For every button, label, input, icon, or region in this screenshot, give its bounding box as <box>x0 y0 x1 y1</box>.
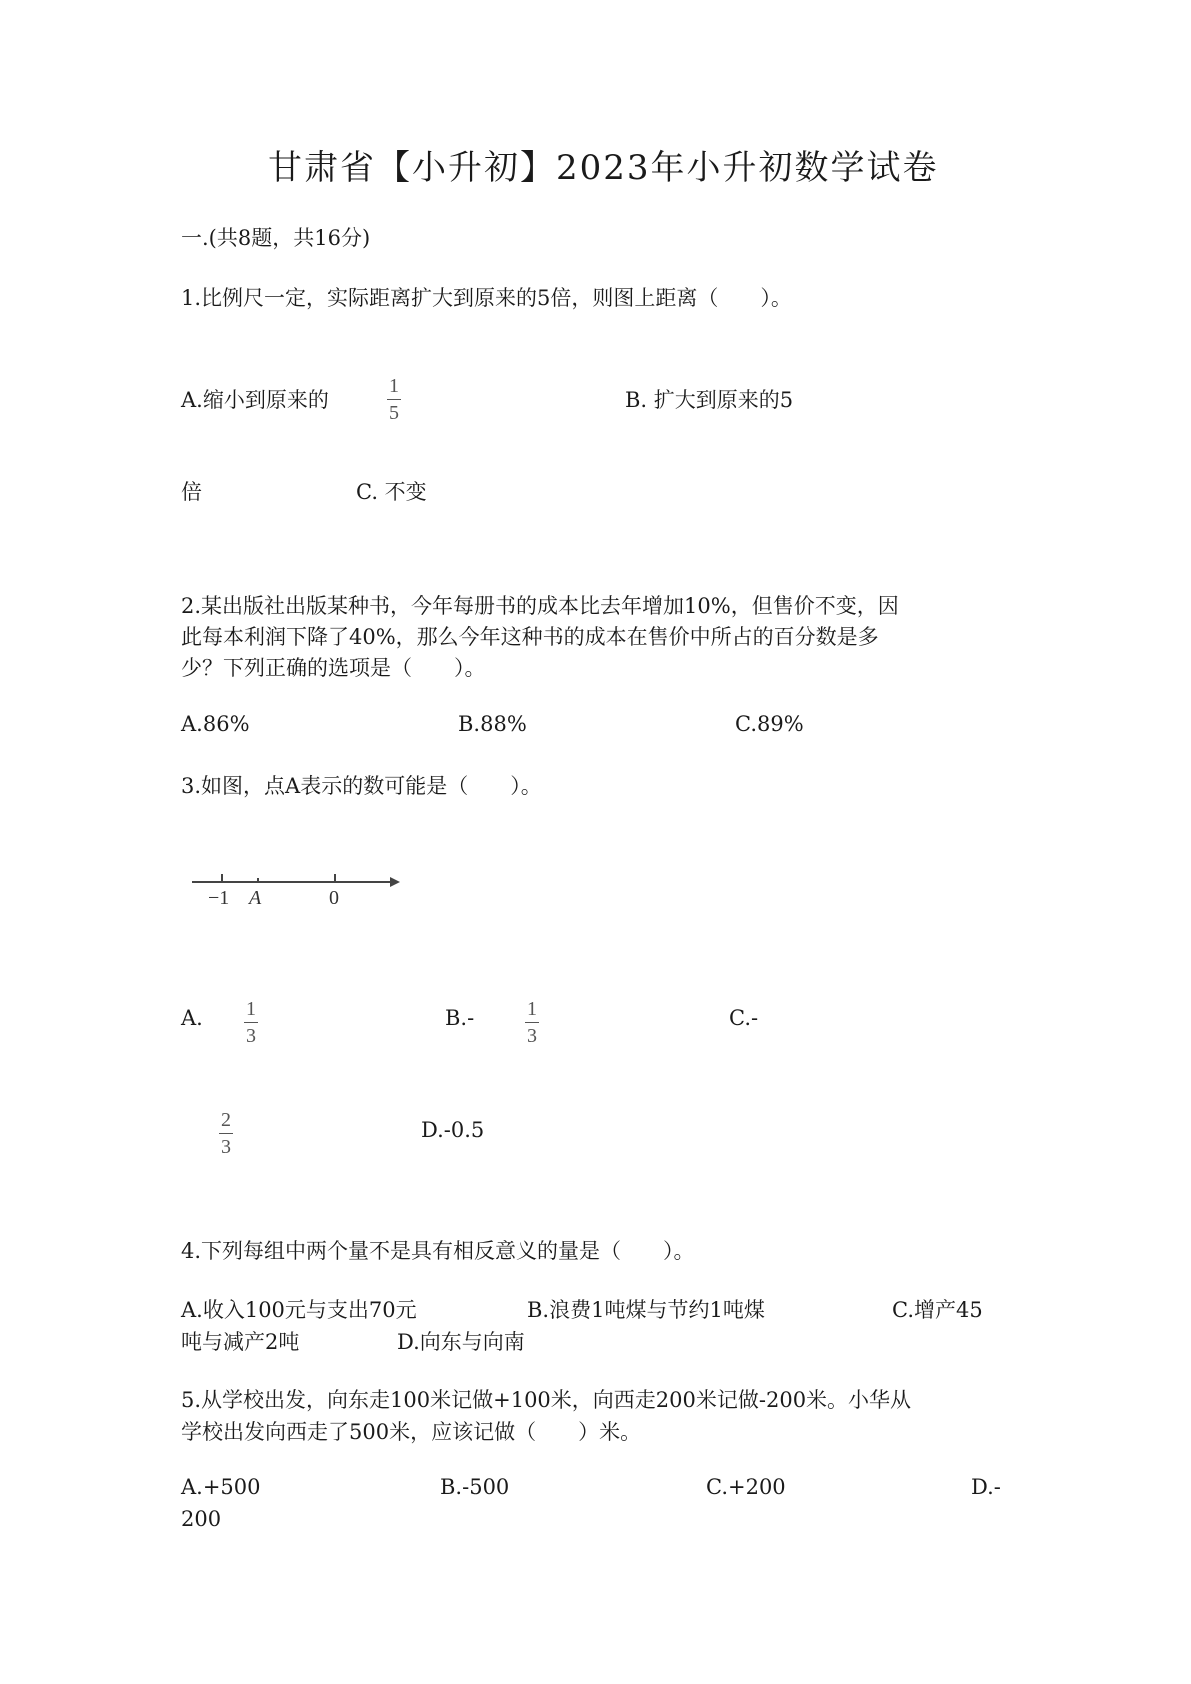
fraction-denominator: 3 <box>221 1136 231 1158</box>
q4-option-a[interactable]: A.收入100元与支出70元 <box>181 1298 417 1322</box>
q5-option-c[interactable]: C.+200 <box>706 1475 786 1499</box>
q5-option-a[interactable]: A.+500 <box>181 1475 261 1499</box>
fraction-denominator: 3 <box>527 1025 537 1047</box>
q2-stem-line3: 少？下列正确的选项是（ ）。 <box>181 656 486 680</box>
q2-option-c[interactable]: C.89% <box>735 712 804 736</box>
q4-option-b[interactable]: B.浪费1吨煤与节约1吨煤 <box>527 1298 765 1322</box>
tick-minus-one-label: −1 <box>208 887 230 909</box>
fraction-numerator: 1 <box>246 998 256 1020</box>
q2-stem-line1: 2.某出版社出版某种书，今年每册书的成本比去年增加10%，但售价不变，因 <box>181 594 899 618</box>
fraction-bar <box>525 1022 539 1023</box>
q2-option-a[interactable]: A.86% <box>181 712 250 736</box>
q3-option-b[interactable]: B.- <box>445 1006 475 1030</box>
q5-option-d[interactable]: D.- <box>971 1475 1001 1499</box>
fraction-numerator: 1 <box>389 375 399 397</box>
q1-option-b[interactable]: B. 扩大到原来的5 <box>625 388 794 412</box>
tick-zero-label: 0 <box>329 887 339 909</box>
q2-option-b[interactable]: B.88% <box>458 712 527 736</box>
page-title: 甘肃省【小升初】2023年小升初数学试卷 <box>268 148 939 188</box>
q1-stem: 1.比例尺一定，实际距离扩大到原来的5倍，则图上距离（ ）。 <box>181 286 792 310</box>
fraction-bar <box>244 1022 258 1023</box>
q1-option-a[interactable]: A.缩小到原来的 <box>181 388 329 412</box>
fraction-numerator: 2 <box>221 1109 231 1131</box>
q3-option-b-fraction <box>525 999 539 1046</box>
q1-option-c[interactable]: C. 不变 <box>356 480 427 504</box>
q3-option-a-fraction <box>244 999 258 1046</box>
fraction-numerator: 1 <box>527 998 537 1020</box>
q3-option-a[interactable]: A. <box>181 1006 203 1030</box>
q4-option-d[interactable]: D.向东与向南 <box>397 1330 525 1354</box>
fraction-denominator: 5 <box>389 402 399 424</box>
q5-stem-line1: 5.从学校出发，向东走100米记做+100米，向西走200米记做-200米。小华从 <box>181 1388 912 1412</box>
q3-option-c[interactable]: C.- <box>729 1006 759 1030</box>
q5-stem-line2: 学校出发向西走了500米，应该记做（ ）米。 <box>181 1420 642 1444</box>
q4-option-c-continued: 吨与减产2吨 <box>181 1330 300 1354</box>
fraction-bar <box>387 399 401 400</box>
point-a-label: A <box>249 887 262 909</box>
q3-option-d[interactable]: D.-0.5 <box>421 1118 485 1142</box>
q5-option-d-continued: 200 <box>181 1507 222 1531</box>
number-line-arrow-icon <box>390 877 400 887</box>
q1-option-b-continued: 倍 <box>181 480 202 504</box>
fraction-denominator: 3 <box>246 1025 256 1047</box>
section-header: 一.(共8题，共16分) <box>181 226 371 250</box>
q4-option-c[interactable]: C.增产45 <box>892 1298 983 1322</box>
q2-stem-line2: 此每本利润下降了40%，那么今年这种书的成本在售价中所占的百分数是多 <box>181 625 879 649</box>
number-line-figure <box>190 860 410 910</box>
q4-stem: 4.下列每组中两个量不是具有相反意义的量是（ ）。 <box>181 1239 695 1263</box>
q1-option-a-fraction <box>387 376 401 423</box>
q3-stem: 3.如图，点A表示的数可能是（ ）。 <box>181 774 542 798</box>
q3-option-c-fraction <box>219 1110 233 1157</box>
q5-option-b[interactable]: B.-500 <box>440 1475 510 1499</box>
fraction-bar <box>219 1133 233 1134</box>
